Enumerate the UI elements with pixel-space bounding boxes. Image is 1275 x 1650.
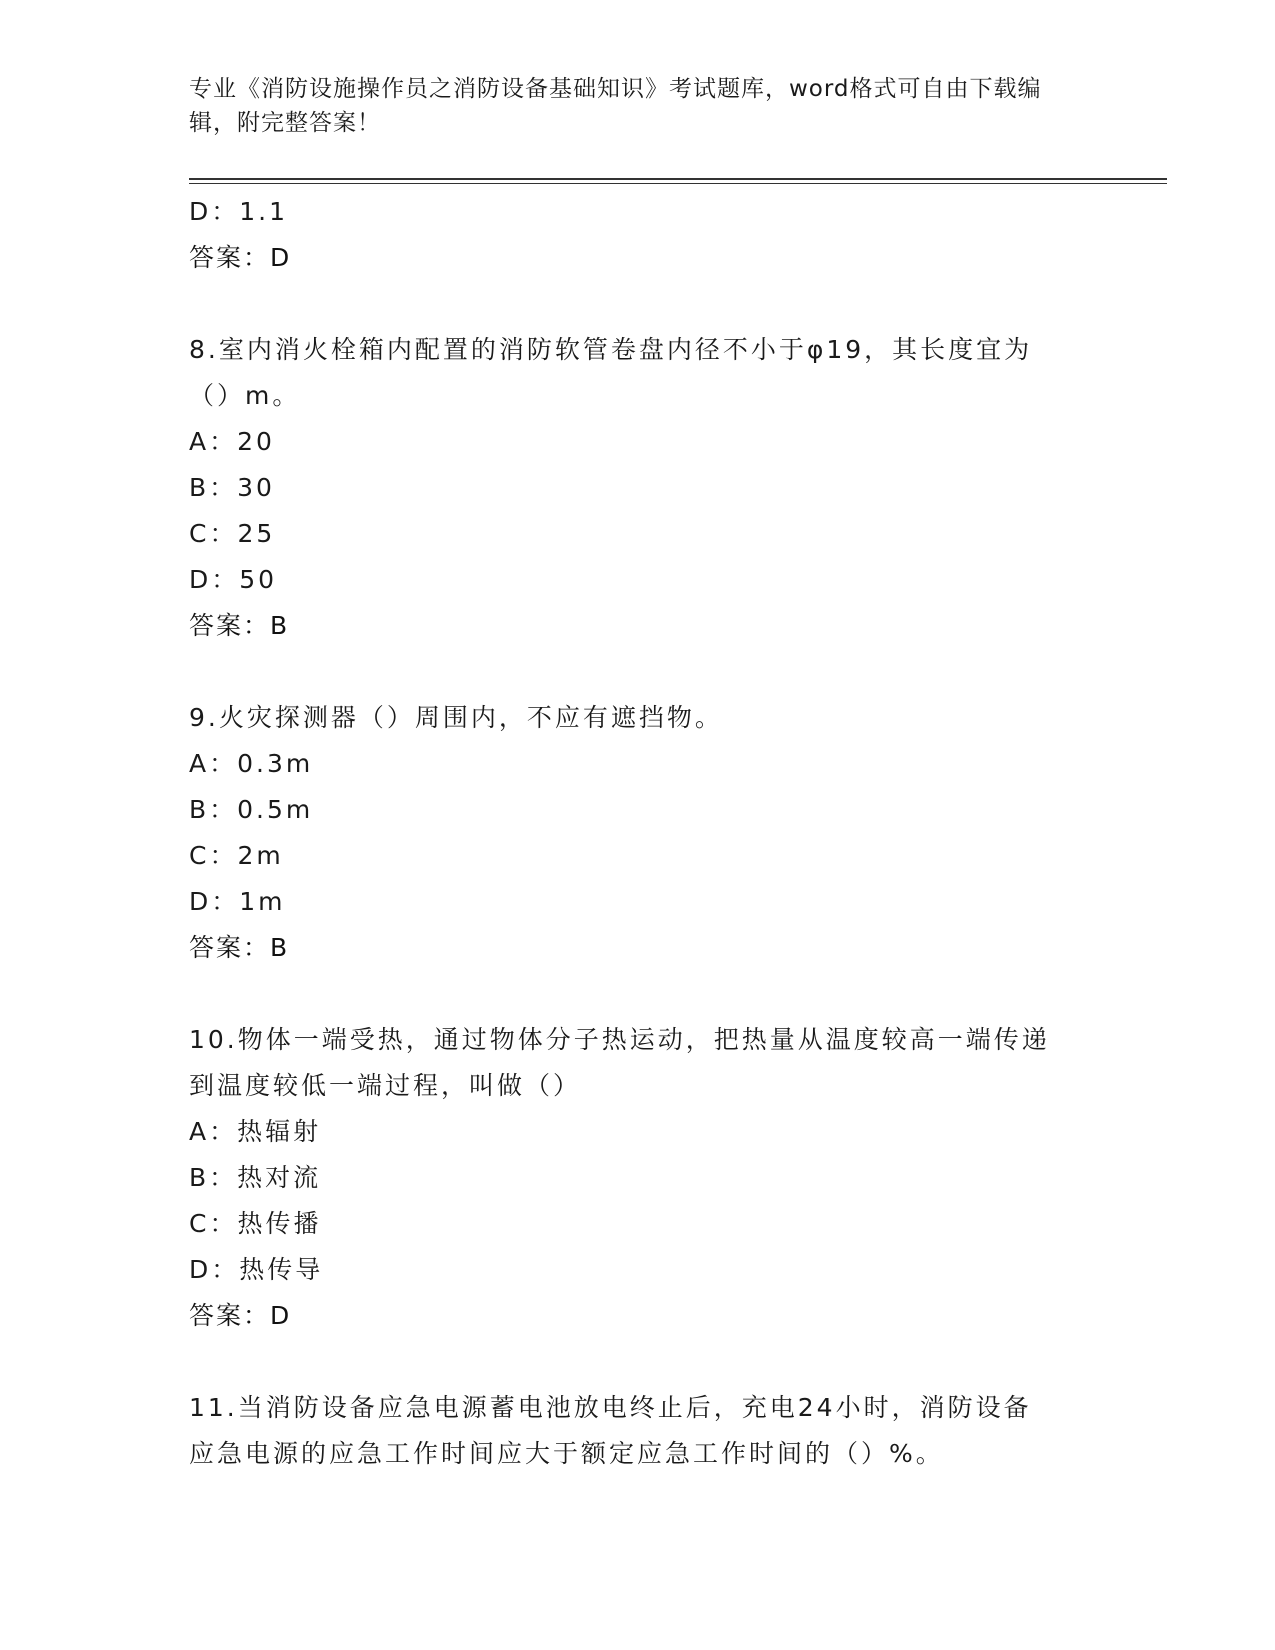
option-a: A：0.3m — [189, 749, 314, 778]
option-a: A：20 — [189, 427, 275, 456]
question-gap — [189, 281, 1089, 327]
option-d: D：1.1 — [189, 197, 289, 226]
option-d: D：1m — [189, 887, 286, 916]
answer-label: 答案：B — [189, 611, 290, 640]
question-block — [189, 1385, 1089, 1477]
question-list — [189, 189, 1089, 1477]
option-c: C：2m — [189, 841, 284, 870]
option-a: A：热辐射 — [189, 1117, 322, 1146]
question-text: 11.当消防设备应急电源蓄电池放电终止后，充电24小时，消防设备 — [189, 1393, 1032, 1422]
option-b: B：热对流 — [189, 1163, 322, 1192]
question-block — [189, 1017, 1089, 1339]
option-b: B：0.5m — [189, 795, 314, 824]
question-text-continued: 应急电源的应急工作时间应大于额定应急工作时间的（）%。 — [189, 1439, 944, 1468]
answer-label: 答案：D — [189, 1301, 292, 1330]
question-text: 8.室内消火栓箱内配置的消防软管卷盘内径不小于φ19，其长度宜为 — [189, 335, 1033, 364]
question-text: 10.物体一端受热，通过物体分子热运动，把热量从温度较高一端传递 — [189, 1025, 1050, 1054]
document-header — [189, 72, 1089, 140]
option-c: C：25 — [189, 519, 276, 548]
question-text-continued: 到温度较低一端过程，叫做（） — [189, 1071, 582, 1100]
answer-label: 答案：D — [189, 243, 292, 272]
question-block — [189, 327, 1089, 649]
question-text-continued: （）m。 — [189, 381, 301, 410]
option-d: D：热传导 — [189, 1255, 324, 1284]
question-block — [189, 695, 1089, 971]
header-divider-thin — [189, 183, 1167, 184]
option-b: B：30 — [189, 473, 275, 502]
header-line-2: 辑，附完整答案！ — [189, 110, 381, 136]
question-gap — [189, 1339, 1089, 1385]
header-divider-thick — [189, 178, 1167, 180]
header-line-1: 专业《消防设施操作员之消防设备基础知识》考试题库，word格式可自由下载编 — [189, 76, 1042, 102]
option-d: D：50 — [189, 565, 278, 594]
answer-label: 答案：B — [189, 933, 290, 962]
question-gap — [189, 971, 1089, 1017]
option-c: C：热传播 — [189, 1209, 322, 1238]
question-gap — [189, 649, 1089, 695]
question-text: 9.火灾探测器（）周围内，不应有遮挡物。 — [189, 703, 723, 732]
